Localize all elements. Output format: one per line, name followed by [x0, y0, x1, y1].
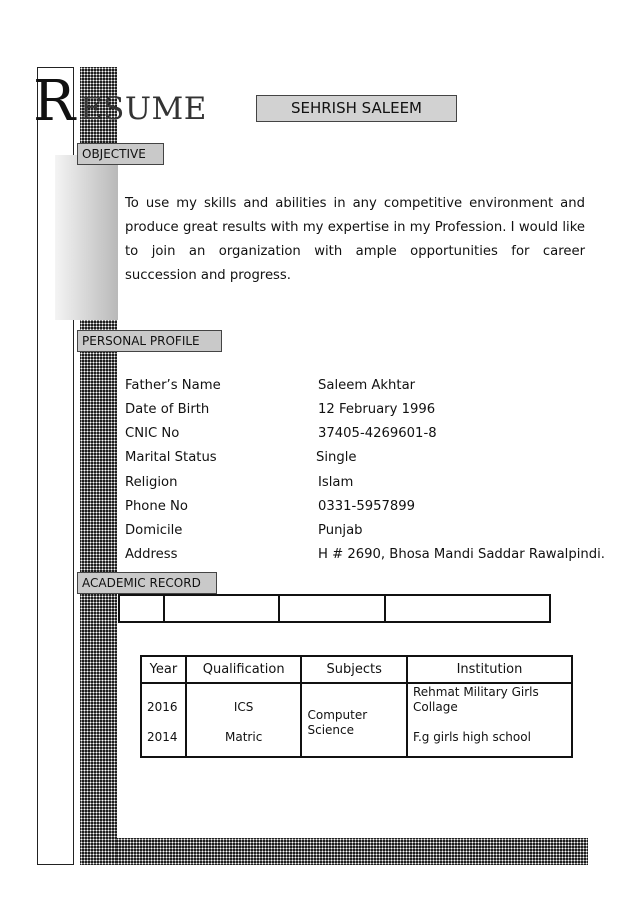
institution-value: Rehmat Military Girls Collage: [412, 685, 539, 714]
profile-value: Single: [316, 450, 357, 465]
profile-label: Father’s Name: [125, 378, 221, 393]
table-row: [141, 683, 572, 757]
table-header-year: Year: [141, 656, 186, 683]
subjects-cell: [301, 683, 406, 757]
profile-label: Address: [125, 547, 178, 562]
profile-label: Domicile: [125, 523, 183, 538]
qualification-value: ICS: [233, 700, 254, 714]
year-cell: [141, 683, 186, 757]
profile-value: 0331-5957899: [318, 499, 416, 514]
personal-profile-heading: PERSONAL PROFILE: [77, 330, 222, 352]
empty-table: [118, 594, 551, 623]
academic-table: [140, 655, 573, 758]
dotted-footer-bar: [117, 838, 588, 865]
objective-heading: OBJECTIVE: [77, 143, 164, 165]
institution-cell: [407, 683, 572, 757]
table-header-subjects: Subjects: [301, 656, 406, 683]
profile-value: H # 2690, Bhosa Mandi Saddar Rawalpindi.: [318, 547, 605, 562]
profile-value: 37405-4269601-8: [318, 426, 437, 441]
profile-label: Religion: [125, 475, 178, 490]
profile-value: Saleem Akhtar: [318, 378, 416, 393]
year-value: 2014: [147, 730, 178, 744]
name-box: SEHRISH SALEEM: [256, 95, 457, 122]
academic-record-heading: ACADEMIC RECORD: [77, 572, 217, 594]
title-initial: R: [33, 69, 76, 134]
qualification-value: Matric: [225, 730, 263, 744]
table-header-qualification: Qualification: [186, 656, 302, 683]
institution-value: F.g girls high school: [412, 730, 531, 744]
profile-value: 12 February 1996: [318, 402, 436, 417]
profile-label: Marital Status: [125, 450, 217, 465]
subjects-value: Computer Science: [307, 708, 368, 737]
profile-label: Date of Birth: [125, 402, 210, 417]
title-rest: ESUME: [80, 91, 207, 127]
profile-label: Phone No: [125, 499, 188, 514]
table-header-row: [141, 656, 572, 683]
profile-value: Punjab: [318, 523, 363, 538]
gradient-block: [55, 155, 118, 320]
profile-label: CNIC No: [125, 426, 180, 441]
year-value: 2016: [147, 700, 178, 714]
qualification-cell: [186, 683, 302, 757]
objective-paragraph: To use my skills and abilities in any competitive environment and produce great results with my expertise in my Profession. I would like to join an organization with ample opportunities for career succession and progress.: [125, 196, 585, 283]
table-header-institution: Institution: [407, 656, 572, 683]
profile-value: Islam: [318, 475, 354, 490]
